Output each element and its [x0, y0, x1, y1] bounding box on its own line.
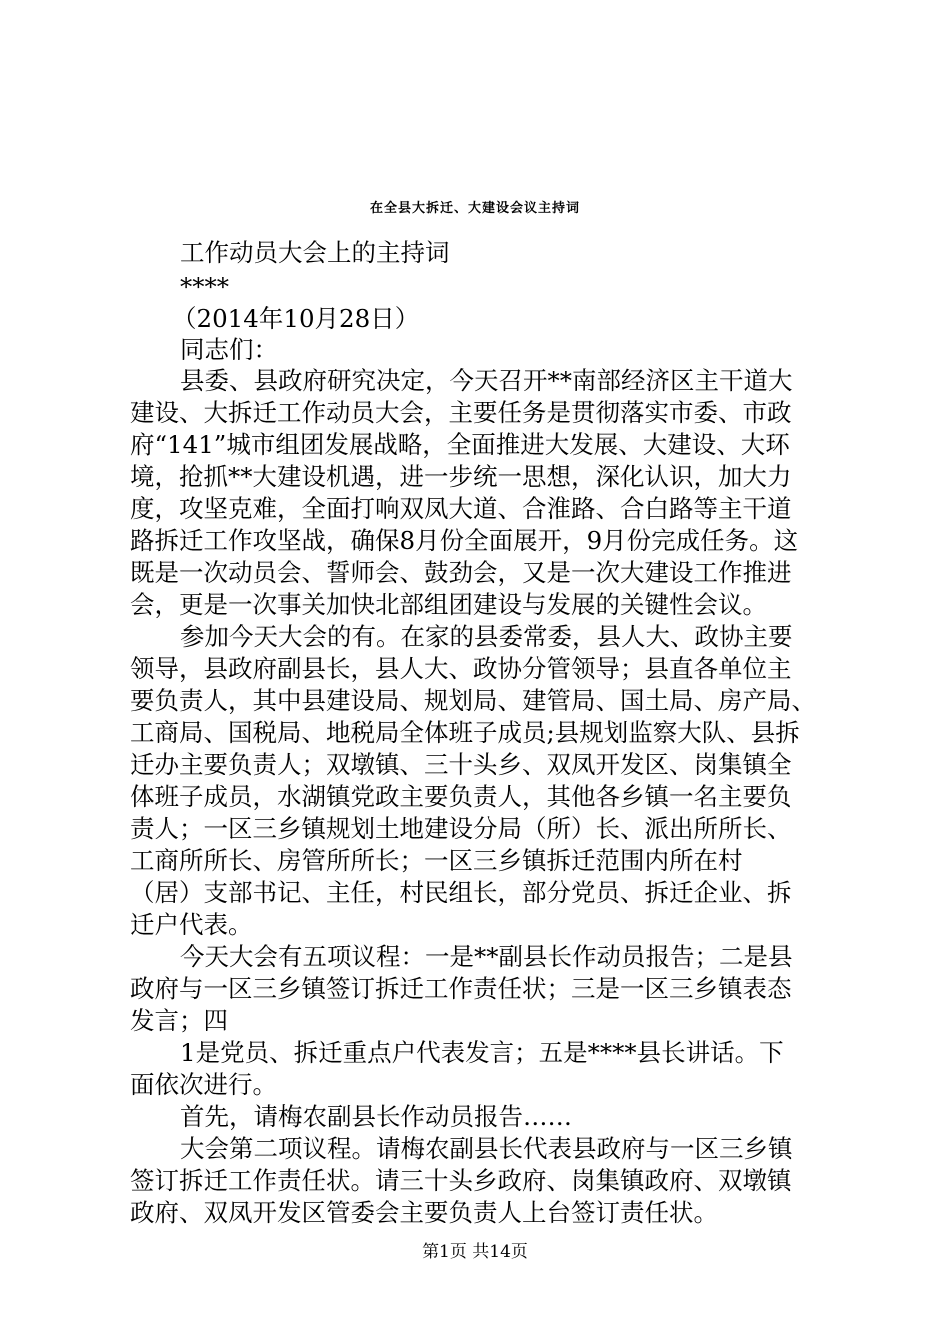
date-line: （2014年10月28日）: [172, 304, 420, 333]
body-line: 大会第二项议程。请梅农副县长代表县政府与一区三乡镇: [180, 1134, 793, 1163]
body-line: 今天大会有五项议程：一是**副县长作动员报告；二是县: [180, 942, 793, 971]
body-line: 迁户代表。: [130, 910, 253, 939]
body-line: 工商所所长、房管所所长；一区三乡镇拆迁范围内所在村: [130, 846, 743, 875]
body-line: 要负责人，其中县建设局、规划局、建管局、国土局、房产局、: [130, 686, 816, 715]
document-title: 在全县大拆迁、大建设会议主持词: [369, 201, 580, 216]
body-line: 会，更是一次事关加快北部组团建设与发展的关键性会议。: [130, 590, 767, 619]
page-number: 第1页 共14页: [422, 1242, 528, 1262]
body-line: 政府与一区三乡镇签订拆迁工作责任状；三是一区三乡镇表态: [130, 974, 792, 1003]
body-line: 路拆迁工作攻坚战，确保8月份全面展开，9月份完成任务。这: [130, 526, 799, 555]
body-line: 发言；四: [130, 1006, 228, 1035]
salutation-line: 同志们：: [180, 335, 278, 364]
body-line: 既是一次动员会、誓师会、鼓劲会，又是一次大建设工作推进: [130, 558, 792, 587]
body-line: 体班子成员，水湖镇党政主要负责人，其他各乡镇一名主要负: [130, 782, 792, 811]
body-line: 建设、大拆迁工作动员大会，主要任务是贯彻落实市委、市政: [130, 398, 792, 427]
author-line: ****: [180, 272, 229, 301]
body-line: 面依次进行。: [130, 1070, 277, 1099]
body-line: 1是党员、拆迁重点户代表发言；五是****县长讲话。下: [180, 1038, 784, 1067]
body-line: 县委、县政府研究决定，今天召开**南部经济区主干道大: [180, 366, 793, 395]
body-line: 府“141”城市组团发展战略，全面推进大发展、大建设、大环: [130, 430, 790, 459]
body-line: 迁办主要负责人；双墩镇、三十头乡、双凤开发区、岗集镇全: [130, 750, 792, 779]
body-line: 度，攻坚克难，全面打响双凤大道、合淮路、合白路等主干道: [130, 494, 792, 523]
body-line: 政府、双凤开发区管委会主要负责人上台签订责任状。: [130, 1198, 718, 1227]
body-line: 责人；一区三乡镇规划土地建设分局（所）长、派出所所长、: [130, 814, 792, 843]
body-line: 参加今天大会的有。在家的县委常委，县人大、政协主要: [180, 622, 793, 651]
body-line: 工商局、国税局、地税局全体班子成员;县规划监察大队、县拆: [130, 718, 800, 747]
body-line: （居）支部书记、主任，村民组长，部分党员、拆迁企业、拆: [130, 878, 792, 907]
body-line: 首先，请梅农副县长作动员报告……: [180, 1102, 572, 1131]
body-line: 签订拆迁工作责任状。请三十头乡政府、岗集镇政府、双墩镇: [130, 1166, 792, 1195]
subtitle-line: 工作动员大会上的主持词: [180, 238, 450, 267]
body-line: 领导，县政府副县长，县人大、政协分管领导；县直各单位主: [130, 654, 792, 683]
body-line: 境，抢抓**大建设机遇，进一步统一思想，深化认识，加大力: [130, 462, 792, 491]
